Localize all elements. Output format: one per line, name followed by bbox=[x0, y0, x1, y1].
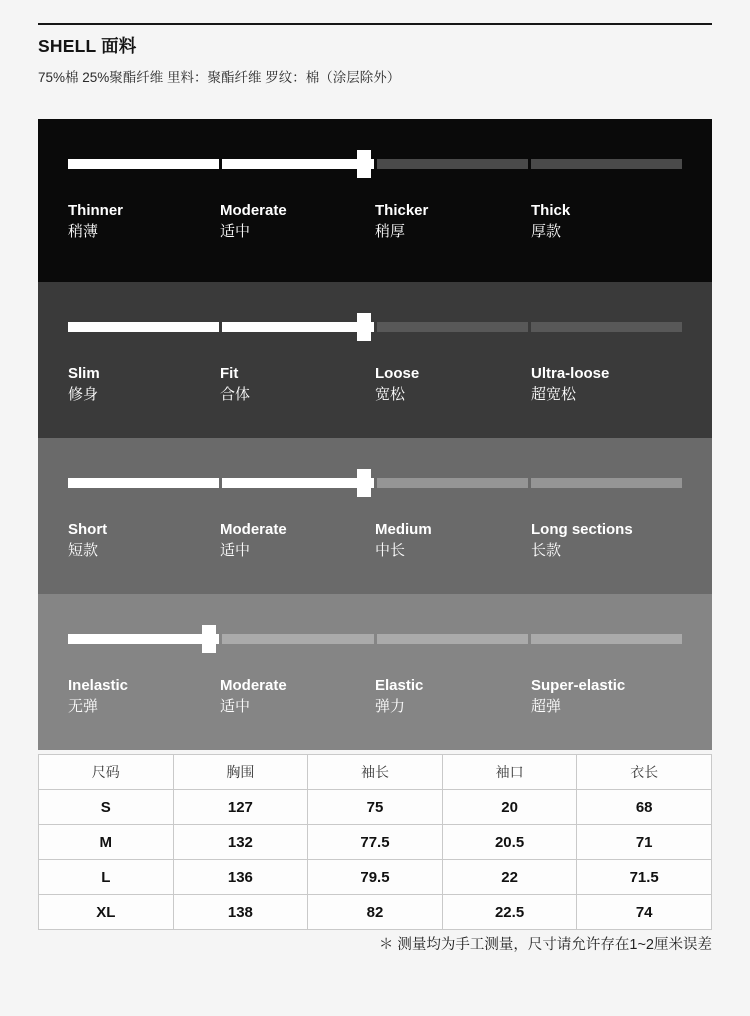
measurement-cell: 138 bbox=[173, 895, 308, 930]
fit-scale-segment-4 bbox=[531, 322, 682, 332]
fit-option-4 bbox=[531, 364, 609, 405]
fit-scale-segment-3 bbox=[377, 322, 528, 332]
fit-option-3 bbox=[375, 364, 419, 405]
measurement-cell: 22.5 bbox=[442, 895, 577, 930]
measurement-cell: 75 bbox=[308, 790, 443, 825]
thickness-scale-segment-3 bbox=[377, 159, 528, 169]
fit-option-1 bbox=[68, 364, 100, 405]
option-label-en: Moderate bbox=[220, 202, 287, 219]
thickness-scale-segment-4 bbox=[531, 159, 682, 169]
option-label-en: Moderate bbox=[220, 677, 287, 694]
option-label-en: Super-elastic bbox=[531, 677, 626, 694]
thickness-scale-track bbox=[68, 159, 682, 169]
size-table-row-M bbox=[39, 825, 712, 860]
length-scale-segment-4 bbox=[531, 478, 682, 488]
length-scale-labels bbox=[68, 520, 712, 580]
length-option-1 bbox=[68, 520, 107, 561]
size-table-header-cell: 胸围 bbox=[173, 755, 308, 790]
fit-scale-marker bbox=[357, 313, 371, 341]
length-scale-segment-2 bbox=[222, 478, 373, 488]
measurement-cell: 74 bbox=[577, 895, 712, 930]
size-table-row-S bbox=[39, 790, 712, 825]
elasticity-scale-segment-3 bbox=[377, 634, 528, 644]
option-label-en: Loose bbox=[375, 365, 420, 382]
option-label-en: Moderate bbox=[220, 521, 287, 538]
fabric-scale-fit bbox=[38, 282, 712, 438]
length-option-3 bbox=[375, 520, 432, 561]
option-label-cn: 稍薄 bbox=[68, 223, 99, 240]
size-cell: S bbox=[39, 790, 174, 825]
option-label-en: Inelastic bbox=[68, 677, 129, 694]
fit-scale-segment-2 bbox=[222, 322, 373, 332]
measurement-cell: 22 bbox=[442, 860, 577, 895]
elasticity-scale-track bbox=[68, 634, 682, 644]
option-label-cn: 适中 bbox=[220, 542, 251, 559]
elasticity-scale-marker bbox=[202, 625, 216, 653]
measurement-cell: 79.5 bbox=[308, 860, 443, 895]
option-label-en: Short bbox=[68, 521, 108, 538]
elasticity-option-4 bbox=[531, 676, 625, 717]
size-cell: XL bbox=[39, 895, 174, 930]
option-label-cn: 超弹 bbox=[531, 698, 562, 715]
option-label-cn: 无弹 bbox=[68, 698, 99, 715]
elasticity-option-2 bbox=[220, 676, 287, 717]
fabric-composition-text: 75%棉 25%聚酯纤维 里料：聚酯纤维 罗纹：棉（涂层除外） bbox=[38, 70, 401, 85]
thickness-scale-segment-2 bbox=[222, 159, 373, 169]
option-label-en: Thicker bbox=[375, 202, 429, 219]
section-divider bbox=[38, 23, 712, 25]
length-scale-segment-1 bbox=[68, 478, 219, 488]
option-label-cn: 超宽松 bbox=[531, 386, 577, 403]
fit-option-2 bbox=[220, 364, 250, 405]
size-table-header-cell: 尺码 bbox=[39, 755, 174, 790]
option-label-cn: 稍厚 bbox=[375, 223, 406, 240]
thickness-scale-labels bbox=[68, 201, 712, 261]
thickness-option-2 bbox=[220, 201, 287, 242]
size-chart-table bbox=[38, 754, 712, 930]
size-table-header-cell: 袖长 bbox=[308, 755, 443, 790]
option-label-en: Medium bbox=[375, 521, 432, 538]
size-table-row-L bbox=[39, 860, 712, 895]
size-cell: L bbox=[39, 860, 174, 895]
fit-scale-track bbox=[68, 322, 682, 332]
length-option-4 bbox=[531, 520, 633, 561]
option-label-cn: 适中 bbox=[220, 698, 251, 715]
elasticity-scale-segment-4 bbox=[531, 634, 682, 644]
option-label-cn: 弹力 bbox=[375, 698, 406, 715]
option-label-cn: 适中 bbox=[220, 223, 251, 240]
option-label-cn: 宽松 bbox=[375, 386, 406, 403]
length-scale-track bbox=[68, 478, 682, 488]
fit-scale-labels bbox=[68, 364, 712, 424]
option-label-cn: 合体 bbox=[220, 386, 251, 403]
option-label-cn: 短款 bbox=[68, 542, 99, 559]
measurement-cell: 127 bbox=[173, 790, 308, 825]
option-label-en: Slim bbox=[68, 365, 100, 382]
size-table-header-cell: 衣长 bbox=[577, 755, 712, 790]
measurement-cell: 77.5 bbox=[308, 825, 443, 860]
fabric-scale-length bbox=[38, 438, 712, 594]
option-label-en: Long sections bbox=[531, 521, 633, 538]
elasticity-scale-segment-2 bbox=[222, 634, 373, 644]
elasticity-scale-segment-1 bbox=[68, 634, 219, 644]
measurement-cell: 82 bbox=[308, 895, 443, 930]
length-scale-marker bbox=[357, 469, 371, 497]
option-label-cn: 长款 bbox=[531, 542, 562, 559]
measurement-cell: 20 bbox=[442, 790, 577, 825]
measurement-cell: 68 bbox=[577, 790, 712, 825]
option-label-en: Thick bbox=[531, 202, 571, 219]
size-table-header-cell: 袖口 bbox=[442, 755, 577, 790]
option-label-cn: 修身 bbox=[68, 386, 99, 403]
size-cell: M bbox=[39, 825, 174, 860]
option-label-cn: 中长 bbox=[375, 542, 406, 559]
fabric-attribute-scales bbox=[38, 119, 712, 750]
length-scale-segment-3 bbox=[377, 478, 528, 488]
elasticity-option-1 bbox=[68, 676, 128, 717]
thickness-option-1 bbox=[68, 201, 123, 242]
thickness-option-4 bbox=[531, 201, 570, 242]
option-label-en: Ultra-loose bbox=[531, 365, 610, 382]
measurement-cell: 132 bbox=[173, 825, 308, 860]
length-option-2 bbox=[220, 520, 287, 561]
size-table-header-row bbox=[39, 755, 712, 790]
measurement-cell: 136 bbox=[173, 860, 308, 895]
option-label-en: Elastic bbox=[375, 677, 424, 694]
fabric-scale-thickness bbox=[38, 119, 712, 282]
thickness-scale-marker bbox=[357, 150, 371, 178]
option-label-en: Thinner bbox=[68, 202, 123, 219]
option-label-cn: 厚款 bbox=[531, 223, 562, 240]
size-table-row-XL bbox=[39, 895, 712, 930]
thickness-option-3 bbox=[375, 201, 428, 242]
thickness-scale-segment-1 bbox=[68, 159, 219, 169]
elasticity-option-3 bbox=[375, 676, 423, 717]
measurement-cell: 71.5 bbox=[577, 860, 712, 895]
measurement-disclaimer: ＊ 测量均为手工测量，尺寸请允许存在1~2厘米误差 bbox=[378, 937, 712, 953]
option-label-en: Fit bbox=[220, 365, 239, 382]
elasticity-scale-labels bbox=[68, 676, 712, 736]
fit-scale-segment-1 bbox=[68, 322, 219, 332]
fabric-scale-elasticity bbox=[38, 594, 712, 750]
measurement-cell: 71 bbox=[577, 825, 712, 860]
section-title: SHELL 面料 bbox=[38, 36, 137, 56]
measurement-cell: 20.5 bbox=[442, 825, 577, 860]
